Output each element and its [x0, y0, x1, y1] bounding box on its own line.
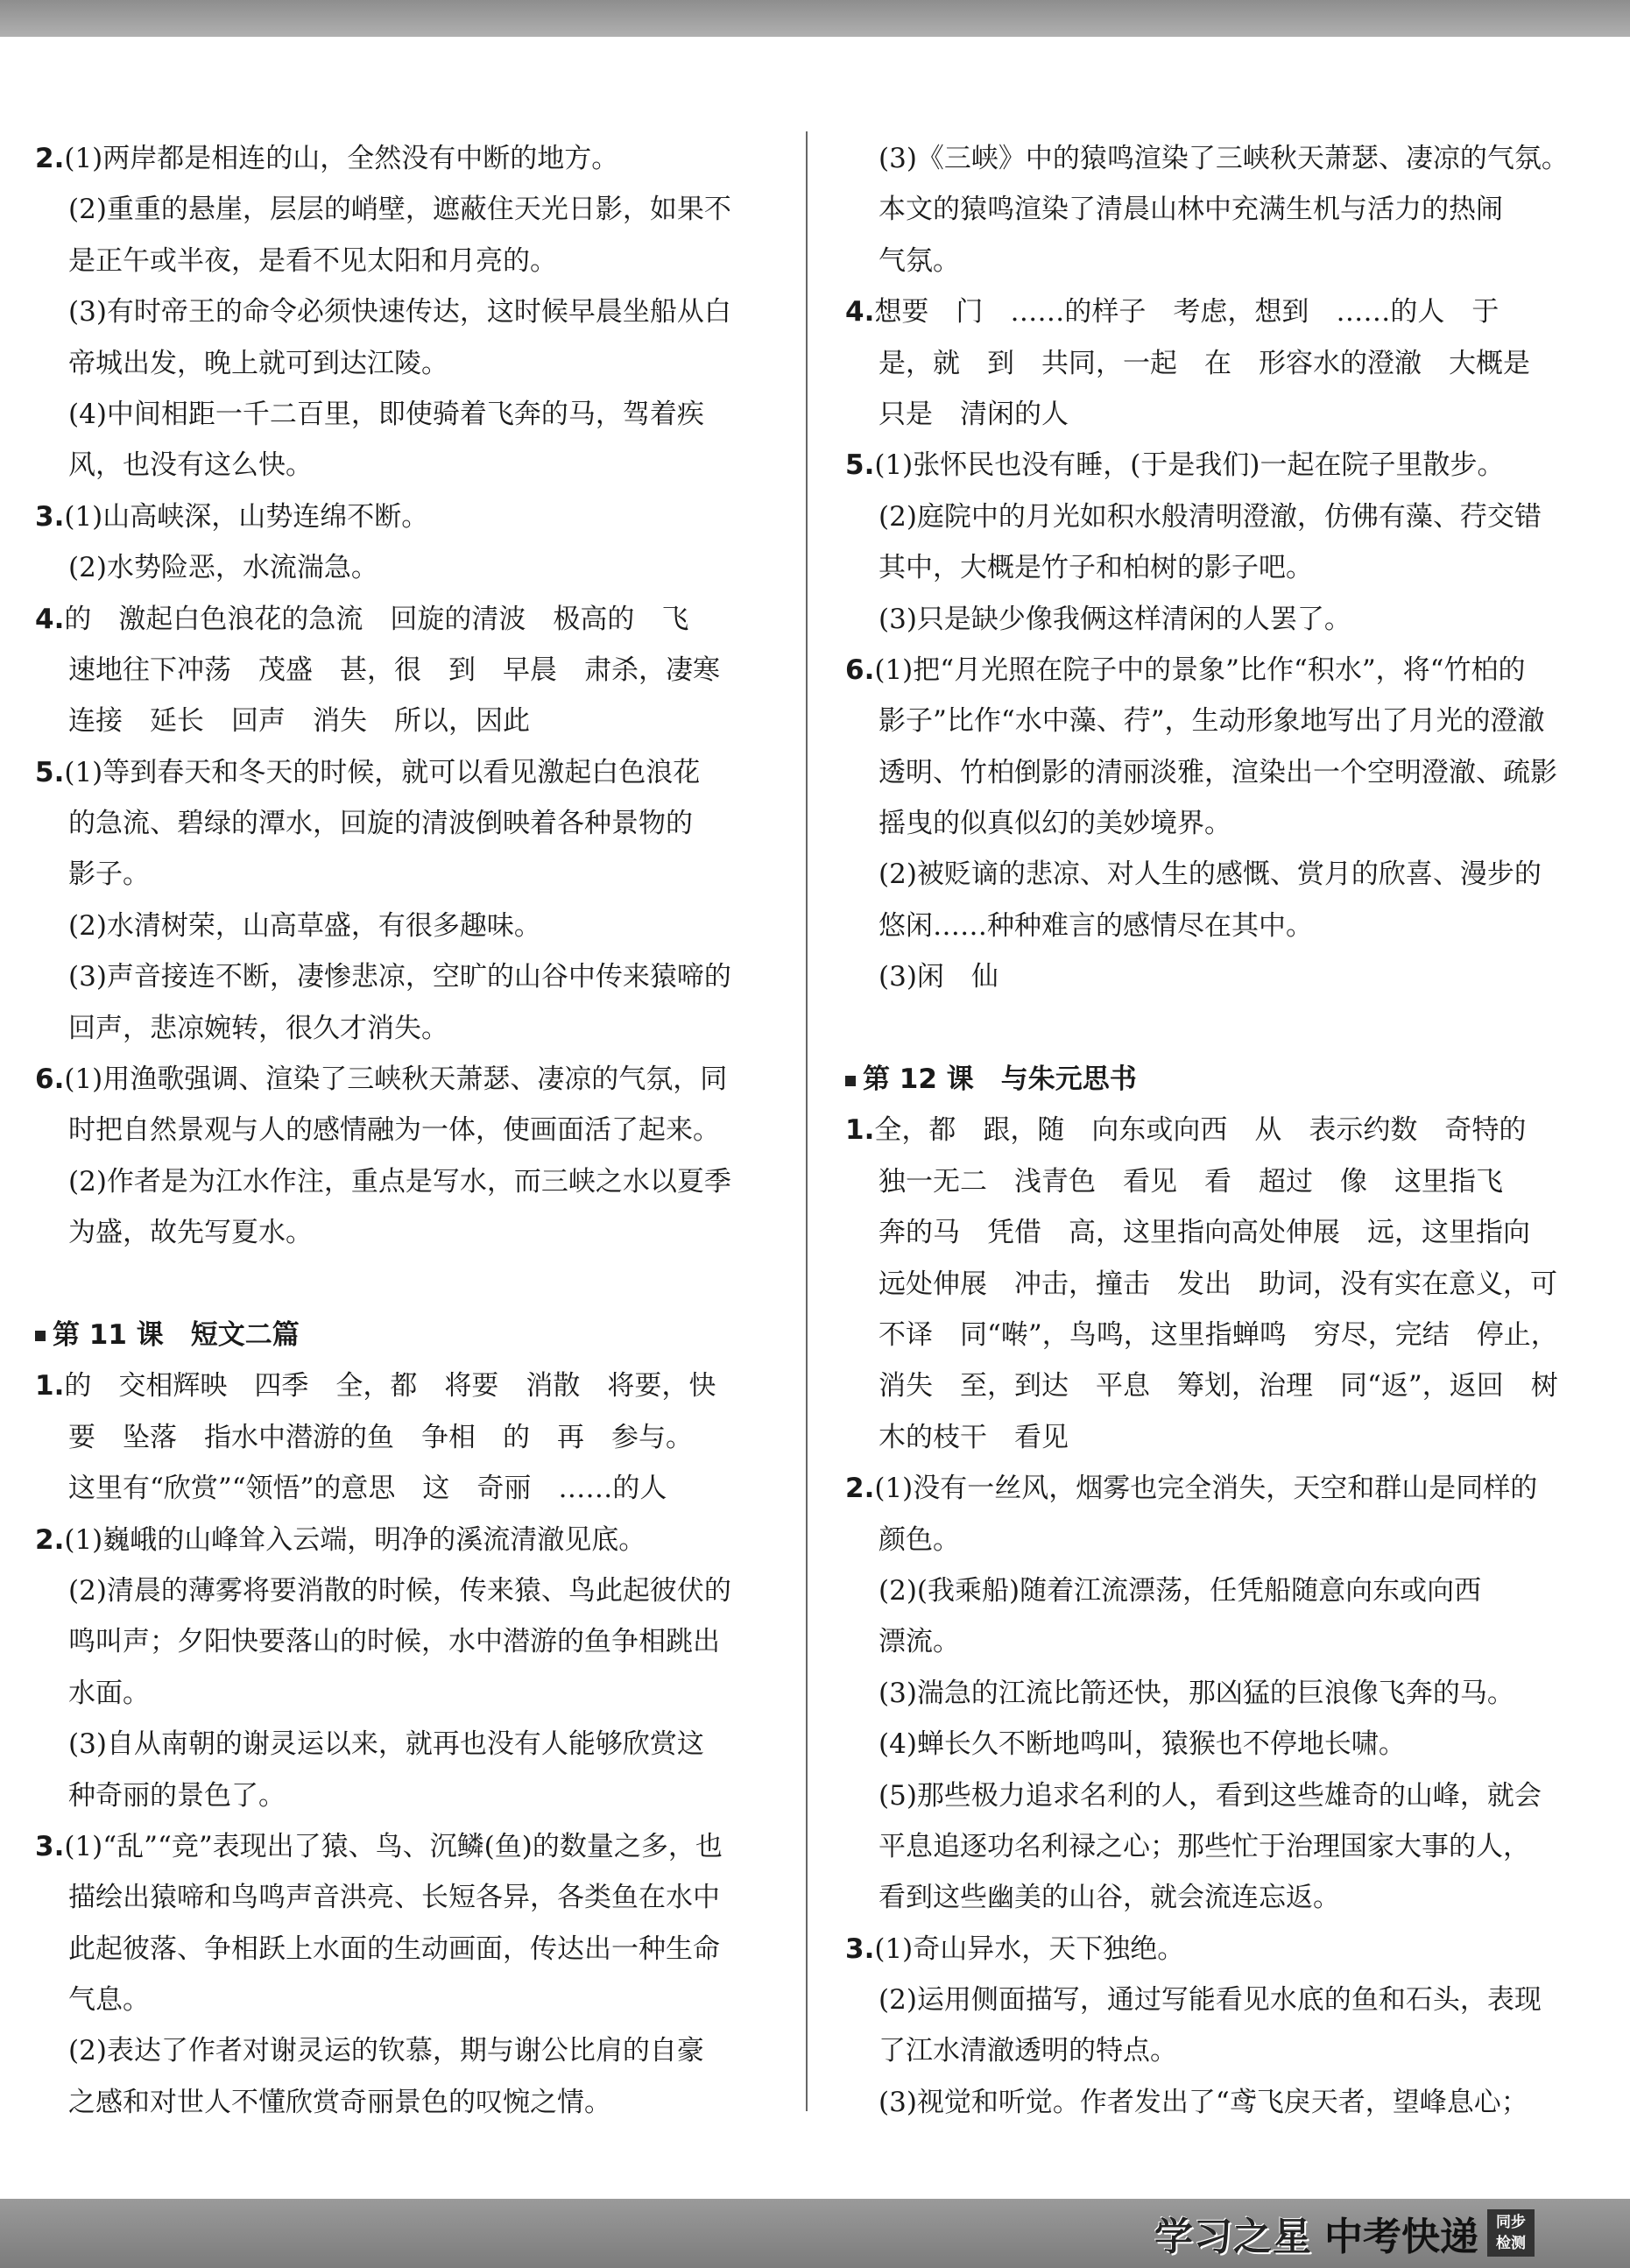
answer-line: [35, 1156, 780, 1207]
badge-line-1: 同步: [1496, 2214, 1526, 2231]
answer-line: [845, 440, 1590, 491]
answer-text: 风，也没有这么快。: [68, 449, 313, 482]
answer-text: 的急流、碧绿的潭水，回旋的清波倒映着各种景物的: [68, 808, 693, 840]
answer-text: 其中，大概是竹子和柏树的影子吧。: [879, 552, 1313, 584]
answer-line: [35, 1207, 780, 1258]
answer-text: 颜色。: [879, 1523, 960, 1556]
answer-line: [845, 798, 1590, 849]
answer-text: (3)闲 仙: [879, 961, 998, 993]
answer-text: 全，都 跟，随 向东或向西 从 表示约数 奇特的: [874, 1114, 1527, 1147]
answer-text: (2)表达了作者对谢灵运的钦慕，期与谢公比肩的自豪: [68, 2035, 704, 2067]
answer-line: [845, 1872, 1590, 1923]
answer-line: [845, 1515, 1590, 1565]
answer-text: 气氛。: [879, 244, 960, 277]
answer-line: [35, 1770, 780, 1821]
answer-line: [35, 798, 780, 849]
answer-line: [35, 1463, 780, 1514]
section-gap: [35, 1259, 780, 1310]
answer-line: [35, 747, 780, 798]
answer-text: (2)水清树荣，山高草盛，有很多趣味。: [68, 909, 541, 942]
question-number: 3.: [845, 1932, 875, 1965]
section-heading: [35, 1310, 780, 1360]
answer-line: [845, 1821, 1590, 1872]
answer-text: 消失 至，到达 平息 筹划，治理 同“返”，返回 树: [879, 1370, 1558, 1402]
answer-line: [845, 236, 1590, 286]
answer-line: [845, 1259, 1590, 1310]
answer-line: [35, 1821, 780, 1872]
series-name: 中考快递: [1324, 2215, 1478, 2259]
answer-text: (3)自从南朝的谢灵运以来，就再也没有人能够欣赏这: [68, 1728, 704, 1761]
answer-text: 这里有“欣赏”“领悟”的意思 这 奇丽 ……的人: [68, 1473, 667, 1505]
answer-line: [35, 1616, 780, 1667]
answer-line: [35, 2025, 780, 2076]
answer-line: [35, 849, 780, 900]
answer-line: [35, 594, 780, 645]
column-divider: [806, 131, 808, 2111]
answer-line: [845, 1770, 1590, 1821]
answer-text: (4)中间相距一千二百里，即使骑着飞奔的马，驾着疾: [68, 398, 704, 430]
question-number: 6.: [35, 1063, 65, 1096]
question-number: 6.: [845, 654, 875, 686]
answer-text: 想要 门 ……的样子 考虑，想到 ……的人 于: [874, 296, 1499, 329]
answer-line: [845, 1412, 1590, 1463]
question-number: 5.: [35, 756, 65, 788]
answer-line: [845, 849, 1590, 900]
answer-line: [35, 1515, 780, 1565]
answer-text: (2)庭院中的月光如积水般清明澄澈，仿佛有藻、荇交错: [879, 500, 1542, 533]
top-band: [0, 0, 1630, 37]
answer-text: (2)重重的悬崖，层层的峭壁，遮蔽住天光日影，如果不: [68, 194, 731, 226]
answer-line: [845, 747, 1590, 798]
answer-line: [845, 184, 1590, 235]
answer-line: [35, 1975, 780, 2025]
answer-text: 影子。: [68, 858, 150, 891]
answer-text: (1)没有一丝风，烟雾也完全消失，天空和群山是同样的: [874, 1473, 1538, 1505]
answer-text: 奔的马 凭借 高，这里指向高处伸展 远，这里指向: [879, 1217, 1530, 1249]
answer-line: [845, 901, 1590, 951]
answer-text: (2)被贬谪的悲凉、对人生的感慨、赏月的欣喜、漫步的: [879, 858, 1542, 891]
answer-text: 气息。: [68, 1984, 150, 2017]
answer-line: [35, 491, 780, 542]
answer-line: [35, 2077, 780, 2128]
answer-text: 不译 同“啭”，鸟鸣，这里指蝉鸣 穷尽，完结 停止，: [879, 1318, 1558, 1351]
answer-line: [845, 1207, 1590, 1258]
answer-text: 之感和对世人不懂欣赏奇丽景色的叹惋之情。: [68, 2086, 611, 2118]
answer-line: [35, 184, 780, 235]
answer-line: [845, 1668, 1590, 1719]
answer-text: 是，就 到 共同，一起 在 形容水的澄澈 大概是: [879, 347, 1530, 379]
answer-text: (4)蝉长久不断地鸣叫，猿猴也不停地长啸。: [879, 1728, 1406, 1761]
answer-text: (1)两岸都是相连的山，全然没有中断的地方。: [64, 143, 619, 174]
answer-text: (3)视觉和听觉。作者发出了“鸢飞戾天者，望峰息心；: [879, 2086, 1528, 2118]
answer-text: (1)山高峡深，山势连绵不断。: [64, 500, 429, 533]
answer-text: 此起彼落、争相跃上水面的生动画面，传达出一种生命: [68, 1932, 720, 1965]
answer-text: 了江水清澈透明的特点。: [879, 2035, 1177, 2067]
answer-line: [845, 1924, 1590, 1975]
answer-text: 水面。: [68, 1677, 150, 1709]
answer-line: [845, 389, 1590, 440]
answer-line: [845, 2025, 1590, 2076]
question-number: 3.: [35, 500, 65, 533]
badge-line-2: 检测: [1496, 2235, 1526, 2252]
question-number: 2.: [845, 1473, 875, 1505]
answer-line: [845, 338, 1590, 389]
answer-line: [845, 1156, 1590, 1207]
answer-text: (2)水势险恶，水流湍急。: [68, 552, 378, 584]
answer-text: (3)有时帝王的命令必须快速传达，这时候早晨坐船从白: [68, 296, 731, 329]
section-heading: [845, 1054, 1590, 1105]
answer-line: [35, 1719, 780, 1770]
brand-name: 学习之星: [1154, 2215, 1312, 2259]
answer-line: [845, 594, 1590, 645]
answer-text: (3)湍急的江流比箭还快，那凶猛的巨浪像飞奔的马。: [879, 1677, 1514, 1709]
answer-line: [35, 389, 780, 440]
answer-text: 为盛，故先写夏水。: [68, 1217, 313, 1249]
bullet-square-icon: [845, 1076, 856, 1086]
answer-text: 连接 延长 回声 消失 所以，因此: [68, 705, 530, 738]
answer-line: [35, 1872, 780, 1923]
answer-text: 悠闲……种种难言的感情尽在其中。: [879, 909, 1313, 942]
answer-text: 只是 清闲的人: [879, 398, 1069, 430]
answer-text: 鸣叫声；夕阳快要落山的时候，水中潜游的鱼争相跳出: [68, 1626, 720, 1658]
answer-line: [845, 1975, 1590, 2025]
answer-text: 时把自然景观与人的感情融为一体，使画面活了起来。: [68, 1114, 720, 1147]
answer-line: [35, 440, 780, 491]
answer-text: 平息追逐功名利禄之心；那些忙于治理国家大事的人，: [879, 1830, 1530, 1862]
answer-text: (3)只是缺少像我俩这样清闲的人罢了。: [879, 603, 1351, 635]
answer-text: 的 激起白色浪花的急流 回旋的清波 极高的 飞: [64, 603, 689, 635]
question-number: 1.: [35, 1370, 65, 1402]
publisher-logo: [1154, 2209, 1535, 2257]
answer-text: (1)张怀民也没有睡，(于是我们)一起在院子里散步。: [874, 449, 1505, 482]
badge: [1487, 2209, 1535, 2257]
section-title: 第 11 课 短文二篇: [53, 1318, 300, 1351]
answer-text: 木的枝干 看见: [879, 1421, 1069, 1453]
answer-line: [35, 696, 780, 746]
answer-line: [845, 1310, 1590, 1360]
answer-line: [845, 645, 1590, 696]
answer-text: 远处伸展 冲击，撞击 发出 助词，没有实在意义，可: [879, 1268, 1557, 1300]
answer-line: [845, 1565, 1590, 1616]
answer-line: [35, 1105, 780, 1155]
answer-text: (2)运用侧面描写，通过写能看见水底的鱼和石头，表现: [879, 1984, 1542, 2017]
answer-line: [845, 286, 1590, 337]
answer-line: [845, 491, 1590, 542]
answer-text: (2)(我乘船)随着江流漂荡，任凭船随意向东或向西: [879, 1574, 1482, 1607]
answer-line: [35, 1360, 780, 1411]
answer-line: [35, 542, 780, 593]
answer-text: (1)等到春天和冬天的时候，就可以看见激起白色浪花: [64, 756, 701, 788]
answer-text: (3)《三峡》中的猿鸣渲染了三峡秋天萧瑟、凄凉的气氛。: [879, 143, 1569, 174]
answer-line: [35, 1412, 780, 1463]
answer-text: 透明、竹柏倒影的清丽淡雅，渲染出一个空明澄澈、疏影: [879, 756, 1557, 788]
answer-text: 是正午或半夜，是看不见太阳和月亮的。: [68, 244, 557, 277]
bullet-square-icon: [35, 1331, 46, 1341]
answer-line: [845, 542, 1590, 593]
left-column: [35, 133, 780, 2128]
answer-line: [35, 338, 780, 389]
answer-line: [845, 951, 1590, 1002]
answer-line: [35, 1565, 780, 1616]
answer-line: [845, 1360, 1590, 1411]
answer-text: 独一无二 浅青色 看见 看 超过 像 这里指飞: [879, 1165, 1503, 1198]
answer-text: 要 坠落 指水中潜游的鱼 争相 的 再 参与。: [68, 1421, 693, 1453]
answer-line: [35, 1003, 780, 1054]
answer-text: 漂流。: [879, 1626, 960, 1658]
answer-text: (3)声音接连不断，凄惨悲凉，空旷的山谷中传来猿啼的: [68, 961, 731, 993]
answer-line: [845, 696, 1590, 746]
answer-line: [845, 1719, 1590, 1770]
answer-text: (2)作者是为江水作注，重点是写水，而三峡之水以夏季: [68, 1165, 731, 1198]
answer-line: [845, 1105, 1590, 1155]
answer-line: [35, 1668, 780, 1719]
answer-text: (5)那些极力追求名利的人，看到这些雄奇的山峰，就会: [879, 1779, 1542, 1812]
answer-text: (1)奇山异水，天下独绝。: [874, 1932, 1185, 1965]
answer-text: 帝城出发，晚上就可到达江陵。: [68, 347, 448, 379]
answer-text: 回声，悲凉婉转，很久才消失。: [68, 1012, 448, 1044]
answer-text: 本文的猿鸣渲染了清晨山林中充满生机与活力的热闹: [879, 194, 1503, 226]
answer-line: [845, 1616, 1590, 1667]
answer-text: 速地往下冲荡 茂盛 甚，很 到 早晨 肃杀，凄寒: [68, 654, 720, 686]
section-gap: [845, 1003, 1590, 1054]
answer-line: [35, 901, 780, 951]
question-number: 1.: [845, 1114, 875, 1147]
answer-line: [845, 133, 1590, 184]
question-number: 5.: [845, 449, 875, 482]
answer-text: (1)巍峨的山峰耸入云端，明净的溪流清澈见底。: [64, 1523, 646, 1556]
answer-line: [35, 1924, 780, 1975]
answer-line: [35, 133, 780, 184]
answer-text: 摇曳的似真似幻的美妙境界。: [879, 808, 1231, 840]
answer-line: [35, 286, 780, 337]
answer-line: [35, 645, 780, 696]
question-number: 2.: [35, 1523, 65, 1556]
answer-line: [35, 951, 780, 1002]
answer-text: 种奇丽的景色了。: [68, 1779, 286, 1812]
question-number: 4.: [35, 603, 65, 635]
answer-text: 看到这些幽美的山谷，就会流连忘返。: [879, 1882, 1340, 1914]
section-title: 第 12 课 与朱元思书: [863, 1063, 1137, 1096]
answer-line: [35, 236, 780, 286]
answer-line: [845, 1463, 1590, 1514]
right-column: [845, 133, 1590, 2128]
question-number: 2.: [35, 143, 65, 174]
question-number: 3.: [35, 1830, 65, 1862]
answer-text: 描绘出猿啼和鸟鸣声音洪亮、长短各异，各类鱼在水中: [68, 1882, 720, 1914]
answer-text: (1)“乱”“竞”表现出了猿、鸟、沉鳞(鱼)的数量之多，也: [64, 1830, 723, 1862]
answer-line: [35, 1054, 780, 1105]
answer-text: 影子”比作“水中藻、荇”，生动形象地写出了月光的澄澈: [879, 705, 1545, 738]
answer-text: (2)清晨的薄雾将要消散的时候，传来猿、鸟此起彼伏的: [68, 1574, 731, 1607]
answer-line: [845, 2077, 1590, 2128]
question-number: 4.: [845, 296, 875, 329]
answer-text: 的 交相辉映 四季 全，都 将要 消散 将要，快: [64, 1370, 716, 1402]
answer-text: (1)用渔歌强调、渲染了三峡秋天萧瑟、凄凉的气氛，同: [64, 1063, 728, 1096]
answer-text: (1)把“月光照在院子中的景象”比作“积水”，将“竹柏的: [874, 654, 1526, 686]
